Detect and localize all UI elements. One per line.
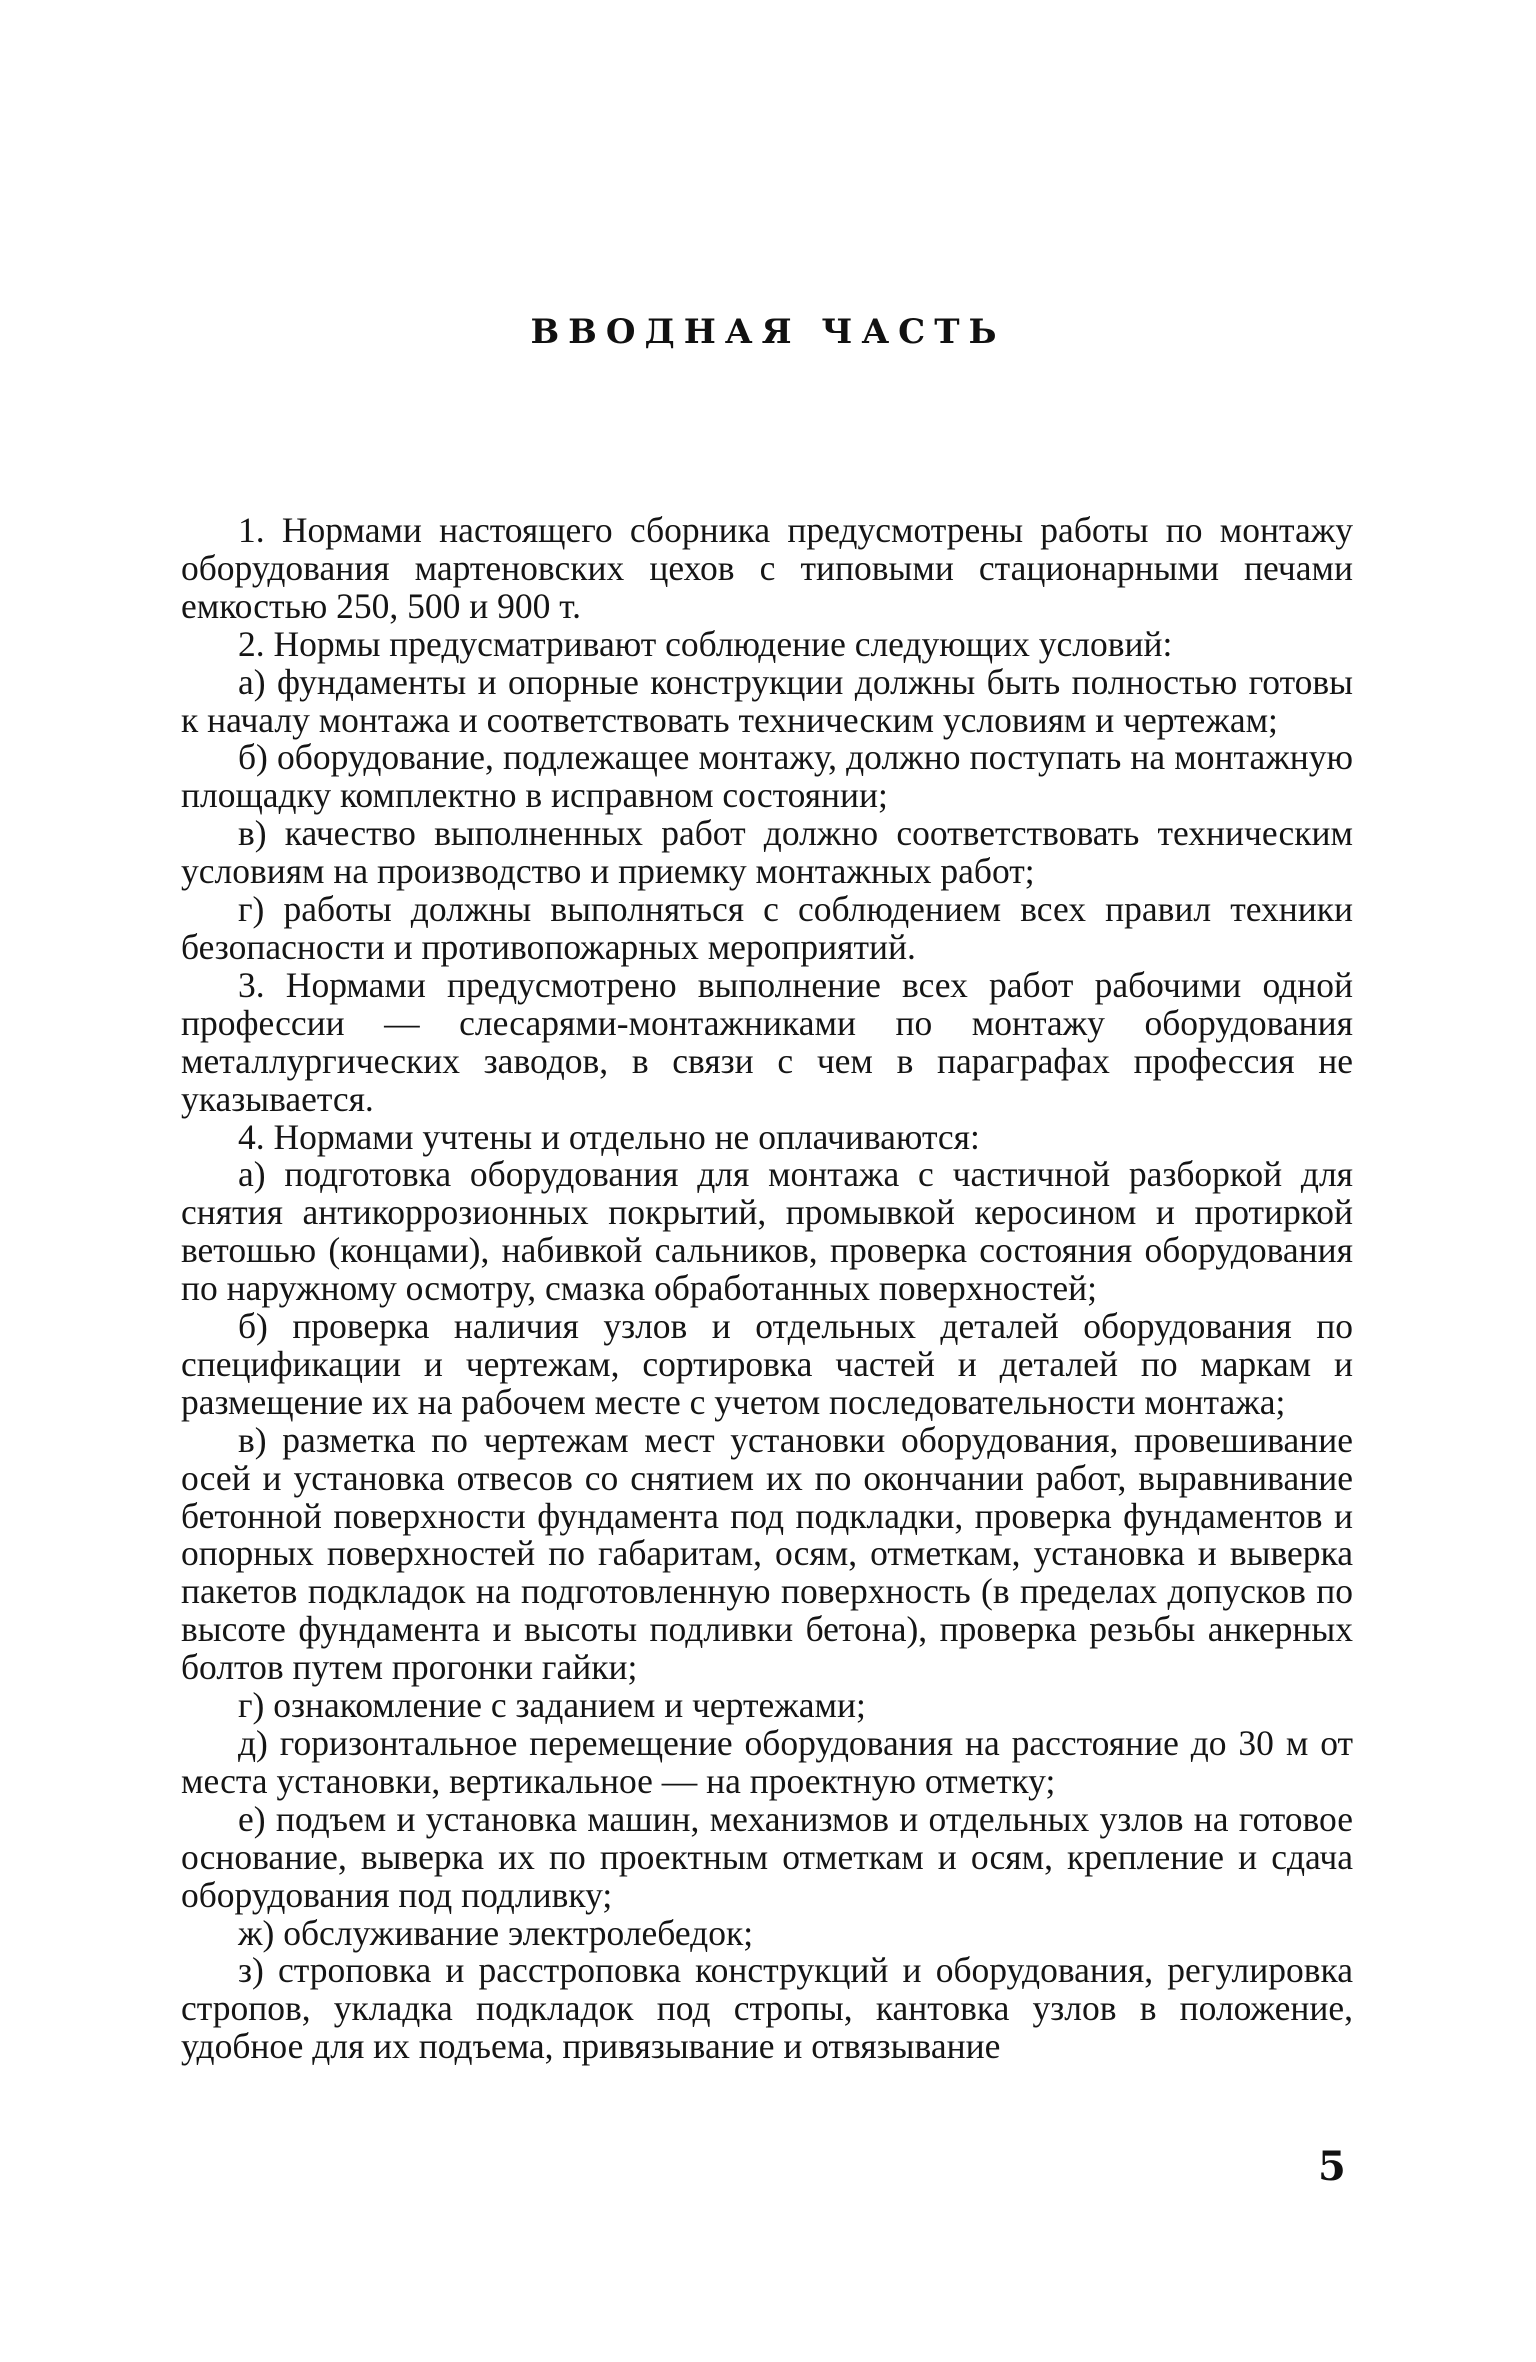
paragraph-1: 1. Нормами настоящего сборника предусмотрены работы по монтажу оборудования мартеновских цехов с типовыми стационарными печами емкостью 250, 500 и 900 т. (181, 510, 1353, 626)
paragraph-4: 4. Нормами учтены и отдельно не оплачиваются: (238, 1116, 980, 1157)
paragraph-2a: а) фундаменты и опорные конструкции должны быть полностью готовы к началу монтажа и соответствовать техническим условиям и чертежам; (181, 661, 1353, 740)
paragraph-2: 2. Нормы предусматривают соблюдение следующих условий: (238, 623, 1173, 664)
section-title: ВВОДНАЯ ЧАСТЬ (530, 312, 1006, 352)
paragraph-2b: б) оборудование, подлежащее монтажу, должно поступать на монтажную площадку комплектно в исправном состоянии; (181, 737, 1353, 816)
paragraph-4v: в) разметка по чертежам мест установки оборудования, провешивание осей и установка отвесов со снятием их по окончании работ, выравнивание бетонной поверхности фундамента под подкладки, проверка фундаментов и опорных поверхностей по габаритам, осям, отметкам, установка и выверка пакетов подкладок на подготовленную поверхность (в пределах допусков по высоте фундамента и высоты подливки бетона), проверка резьбы анкерных болтов путем прогонки гайки; (181, 1419, 1353, 1688)
body-text (181, 512, 1353, 2066)
paragraph-2g: г) работы должны выполняться с соблюдением всех правил техники безопасности и противопожарных мероприятий. (181, 889, 1353, 967)
paragraph-4z: з) строповка и расстроповка конструкций и оборудования, регулировка стропов, укладка подкладок под стропы, кантовка узлов в положение, удобное для их подъема, привязывание и отвязывание (181, 1950, 1353, 2067)
paragraph-4d: д) горизонтальное перемещение оборудования на расстояние до 30 м от места установки, вертикальное — на проектную отметку; (181, 1723, 1353, 1801)
paragraph-4e: е) подъем и установка машин, механизмов и отдельных узлов на готовое основание, выверка их по проектным отметкам и осям, крепление и сдача оборудования под подливку; (181, 1798, 1353, 1915)
paragraph-2v: в) качество выполненных работ должно соответствовать техническим условиям на производство и приемку монтажных работ; (181, 813, 1353, 892)
page-number: 5 (1318, 2143, 1346, 2190)
paragraph-4g: г) ознакомление с заданием и чертежами; (238, 1685, 866, 1726)
paragraph-4a: а) подготовка оборудования для монтажа с частичной разборкой для снятия антикоррозионных покрытий, промывкой керосином и протиркой ветошью (концами), набивкой сальников, проверка состояния оборудования по наружному осмотру, смазка обработанных поверхностей; (181, 1154, 1353, 1309)
paragraph-3: 3. Нормами предусмотрено выполнение всех работ рабочими одной профессии — слесарями-монтажниками по монтажу оборудования металлургических заводов, в связи с чем в параграфах профессия не указывается. (181, 964, 1353, 1119)
paragraph-4zh: ж) обслуживание электролебедок; (238, 1912, 754, 1953)
paragraph-4b: б) проверка наличия узлов и отдельных деталей оборудования по спецификации и чертежам, сортировка частей и деталей по маркам и размещение их на рабочем месте с учетом последовательности монтажа; (181, 1306, 1353, 1422)
